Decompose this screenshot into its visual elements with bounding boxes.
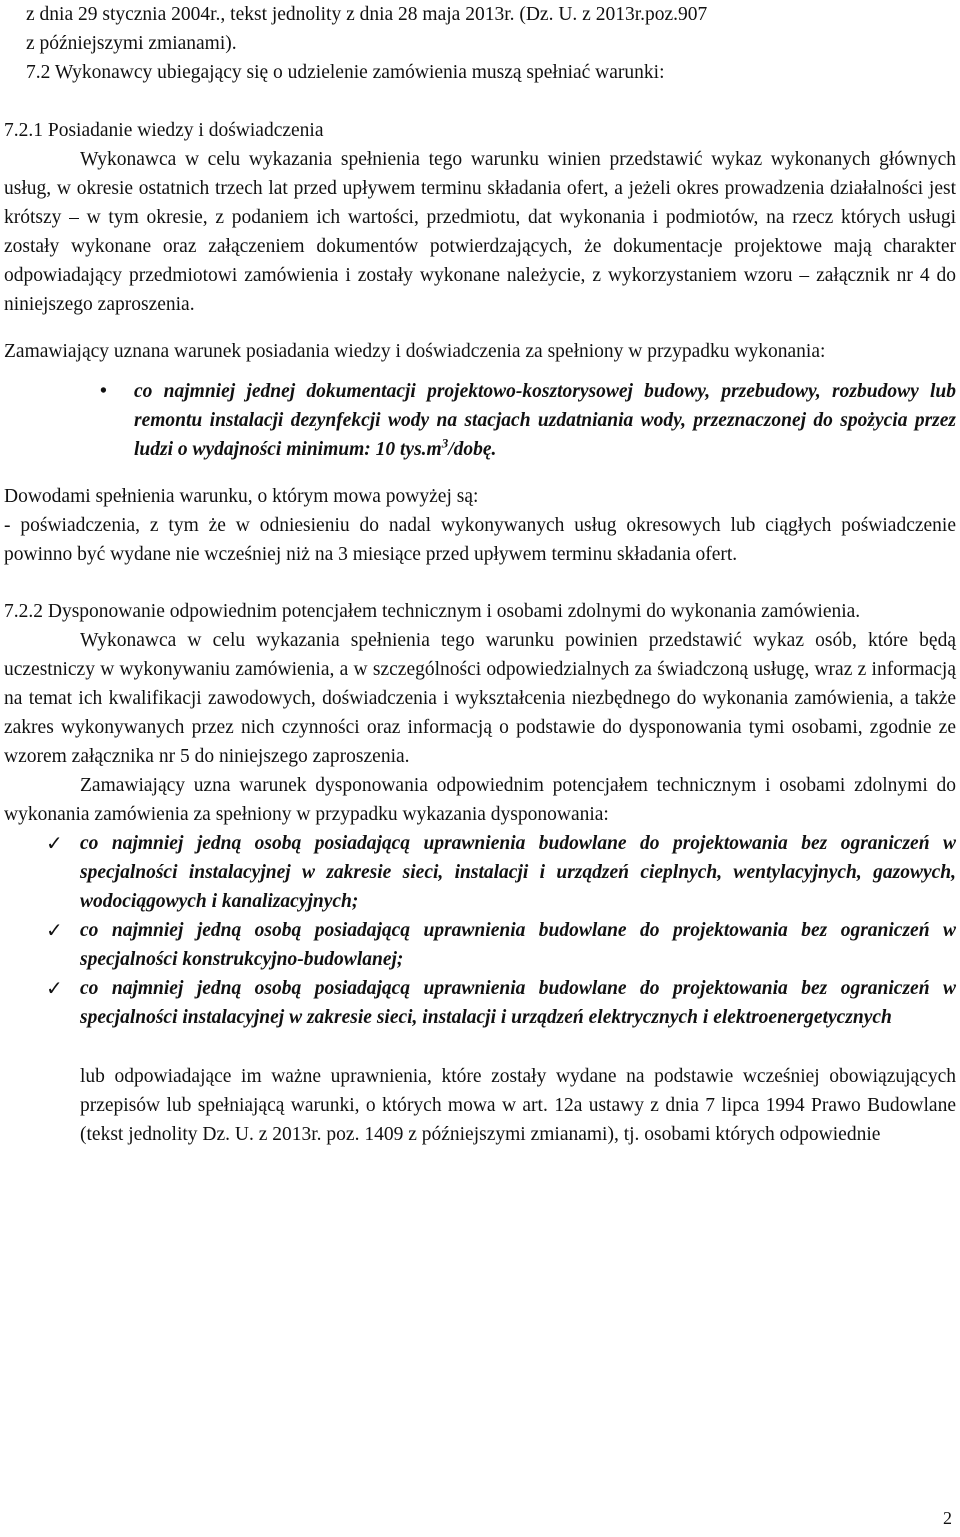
bullet-icon: • [100, 381, 107, 402]
personnel-requirement-text: co najmniej jedną osobą posiadającą uprawnienia budowlane do projektowania bez ograniczeń w specjalności instalacyjnej w zakresie sieci, instalacji i urządzeń elektrycznych i elektroenergetycznych [80, 978, 956, 1028]
proofs-heading: Dowodami spełnienia warunku, o którym mowa powyżej są: [4, 486, 479, 507]
personnel-requirement [4, 974, 956, 1032]
closing-paragraph: lub odpowiadające im ważne uprawnienia, które zostały wydane na podstawie wcześniej obowiązujących przepisów lub spełniającą warunki, o których mowa w art. 12a ustawy z dnia 7 lipca 1994 Prawo Budowlane (tekst jednolity Dz. U. z 2013r. poz. 1409 z późniejszymi zmianami), tj. osobami których odpowiednie [80, 1066, 956, 1145]
experience-requirement-sup: 3 [441, 435, 449, 451]
section-7-2-2-heading: 7.2.2 Dysponowanie odpowiednim potencjałem technicznym i osobami zdolnymi do wykonania zamówienia. [4, 601, 861, 622]
document-page [4, 0, 956, 1149]
personnel-list [4, 829, 956, 1032]
personnel-requirement [4, 829, 956, 916]
checkmark-icon: ✓ [46, 976, 63, 1000]
section-7-2-1-condition: Zamawiający uznana warunek posiadania wiedzy i doświadczenia za spełniony w przypadku wykonania: [4, 341, 826, 362]
intro-line-1: z dnia 29 stycznia 2004r., tekst jednolity z dnia 28 maja 2013r. (Dz. U. z 2013r.poz.907 [26, 4, 708, 25]
intro-line-2: z późniejszymi zmianami). [26, 33, 237, 54]
page-number: 2 [943, 1508, 952, 1528]
section-7-2-2-body: Wykonawca w celu wykazania spełnienia tego warunku powinien przedstawić wykaz osób, które będą uczestniczy w wykonywaniu zamówienia, a w szczególności odpowiedzialnych za świadczoną usługę, wraz z informacją na temat ich kwalifikacji zawodowych, doświadczenia i wykształcenia niezbędnego do wykonania zamówienia, a także zakres wykonywanych przez nich czynności oraz informacją o podstawie do dysponowania tymi osobami, zgodnie ze wzorem załącznika nr 5 do niniejszego zaproszenia. [4, 630, 956, 767]
experience-requirement [4, 377, 956, 464]
personnel-requirement-text: co najmniej jedną osobą posiadającą uprawnienia budowlane do projektowania bez ograniczeń w specjalności instalacyjnej w zakresie sieci, instalacji i urządzeń cieplnych, wentylacyjnych, gazowych, wodociągowych i kanalizacyjnych; [80, 833, 956, 912]
section-7-2-1-body: Wykonawca w celu wykazania spełnienia tego warunku winien przedstawić wykaz wykonanych głównych usług, w okresie ostatnich trzech lat przed upływem terminu składania ofert, a jeżeli okres prowadzenia działalności jest krótszy – w tym okresie, z podaniem ich wartości, przedmiotu, dat wykonania i podmiotów, na rzecz których usługi zostały wykonane oraz załączeniem dokumentów potwierdzających, że dokumentacje projektowe mają charakter odpowiadający przedmiotowi zamówienia i zostały wykonane należycie, z wykorzystaniem wzoru – załącznik nr 4 do niniejszego zaproszenia. [4, 149, 956, 315]
proofs-body: - poświadczenia, z tym że w odniesieniu do nadal wykonywanych usług okresowych lub ciągłych poświadczenie powinno być wydane nie wcześniej niż na 3 miesiące przed upływem terminu składania ofert. [4, 515, 956, 565]
section-7-2-1-heading: 7.2.1 Posiadanie wiedzy i doświadczenia [4, 120, 324, 141]
experience-requirement-unit: /dobę. [448, 439, 497, 460]
checkmark-icon: ✓ [46, 918, 63, 942]
experience-requirement-text: co najmniej jednej dokumentacji projektowo-kosztorysowej budowy, przebudowy, rozbudowy lub remontu instalacji dezynfekcji wody na stacjach uzdatniania wody, przeznaczonej do spożycia przez ludzi o wydajności minimum: 10 tys.m [134, 381, 956, 460]
experience-list [4, 377, 956, 464]
personnel-requirement-text: co najmniej jedną osobą posiadającą uprawnienia budowlane do projektowania bez ograniczeń w specjalności konstrukcyjno-budowlanej; [80, 920, 956, 970]
section-7-2-heading: 7.2 Wykonawcy ubiegający się o udzielenie zamówienia muszą spełniać warunki: [26, 62, 665, 83]
personnel-requirement [4, 916, 956, 974]
checkmark-icon: ✓ [46, 831, 63, 855]
section-7-2-2-condition: Zamawiający uzna warunek dysponowania odpowiednim potencjałem technicznym i osobami zdolnymi do wykonania zamówienia za spełniony w przypadku wykazania dysponowania: [4, 775, 956, 825]
